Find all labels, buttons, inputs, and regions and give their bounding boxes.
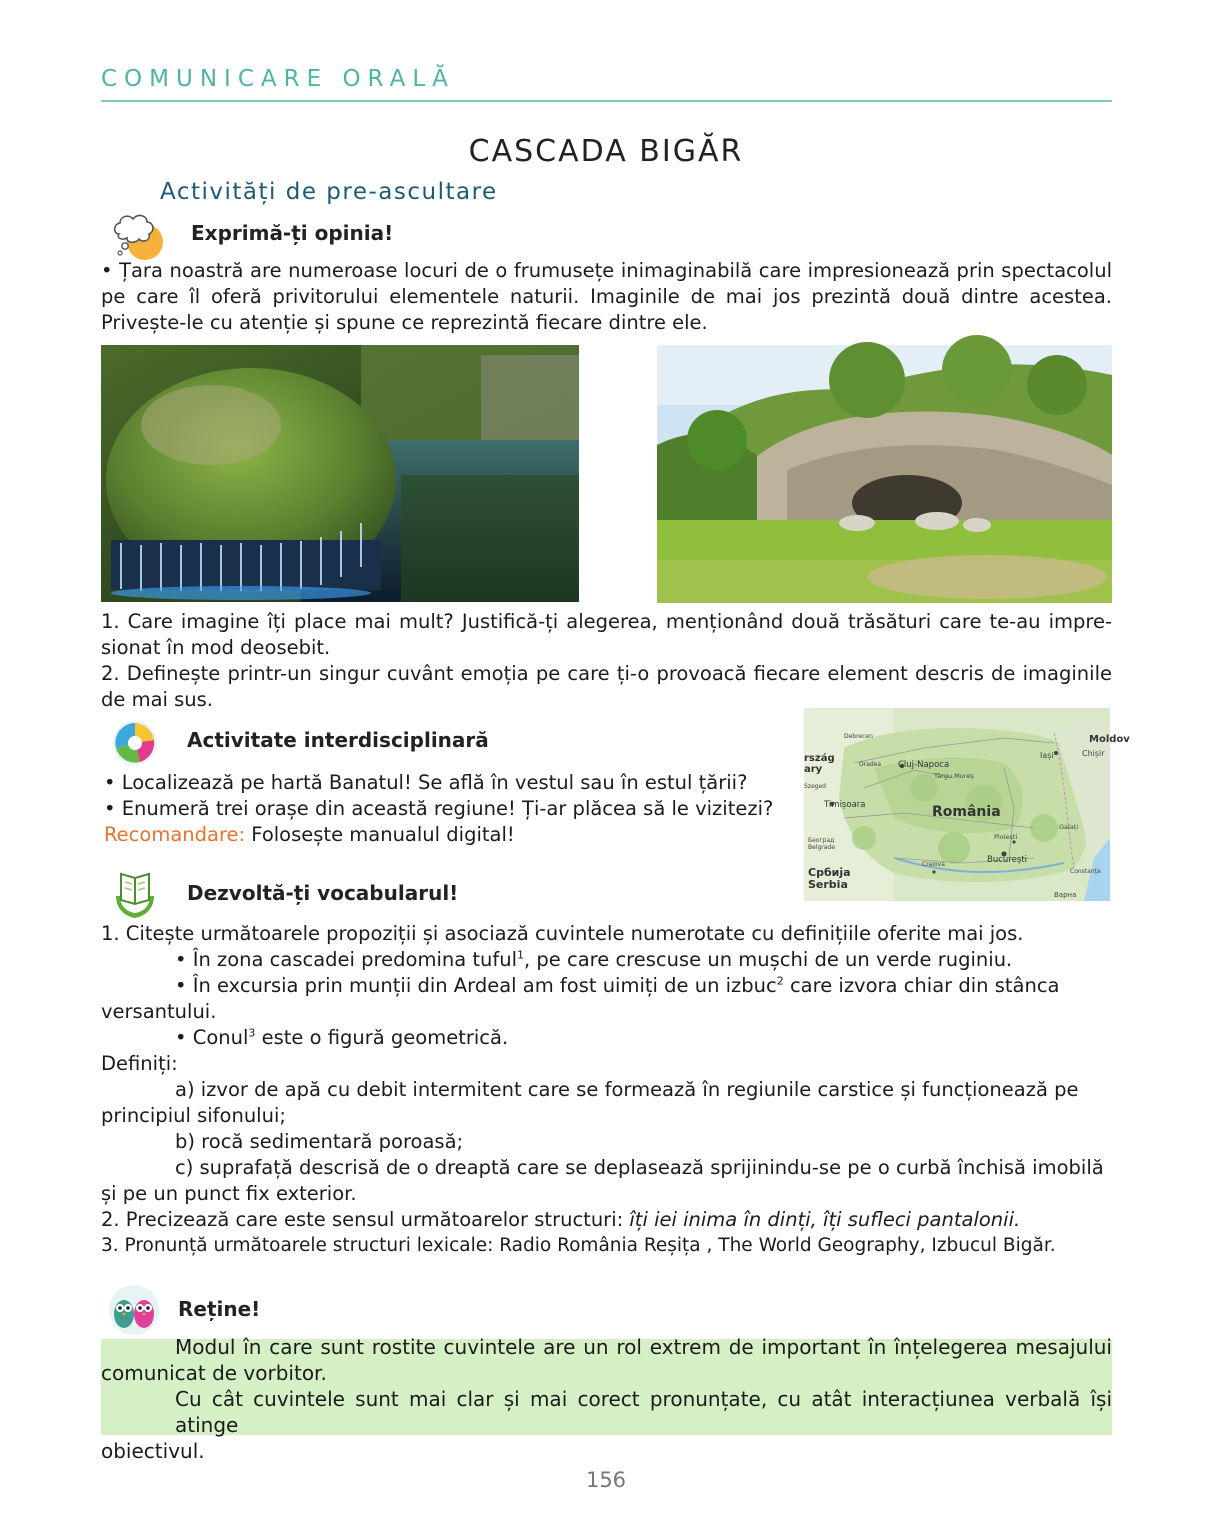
- recommendation-label: Recomandare:: [104, 823, 246, 846]
- s3-text-end: este o figură geometrică.: [255, 1026, 509, 1049]
- note-line: obiectivul.: [101, 1439, 205, 1463]
- map-label-bucuresti: București: [987, 855, 1027, 865]
- map-label-iasi: Iași: [1040, 751, 1054, 760]
- map-label-targu-mures: Târgu Mureș: [934, 772, 974, 780]
- definition-b: b) rocă sedimentară poroasă;: [175, 1130, 464, 1153]
- q2-idioms: îți iei inima în dinți, îți sufleci pantalonii.: [629, 1208, 1021, 1231]
- map-label-chisinau: Chișir: [1082, 749, 1105, 758]
- map-label-galati: Galați: [1059, 823, 1079, 831]
- s2-text: • În excursia prin munții din Ardeal am fost uimiți de un izbuc: [175, 974, 777, 997]
- note-line: Modul în care sunt rostite cuvintele are un rol extrem de important în înțelegerea mesajului: [175, 1335, 1112, 1359]
- intro-line: • Țara noastră are numeroase locuri de o frumusețe inimaginabilă care impresionează prin spectacolul: [101, 259, 1112, 282]
- romania-map: [804, 708, 1130, 901]
- map-label-srbija: Србија: [808, 866, 851, 879]
- thought-bubble-icon: [109, 210, 165, 260]
- recommendation: [104, 822, 804, 848]
- section-label: COMUNICARE ORALĂ: [101, 66, 455, 92]
- question-line: 1. Care imagine îți place mai mult? Justifică-ți alegerea, menționând două trăsături care te-au impre-: [101, 610, 1112, 633]
- definition-c-cont: și pe un punct fix exterior.: [101, 1182, 357, 1205]
- waterfall-photo: [101, 345, 579, 602]
- vocab-sentence-2: [101, 973, 1112, 999]
- map-label-beograd: Београд: [808, 837, 835, 844]
- map-label-hungary-en: ary: [804, 764, 823, 775]
- map-label-timisoara: Timișoara: [824, 800, 866, 810]
- recommendation-text: Folosește manualul digital!: [245, 823, 515, 846]
- vocab-sentence-2-cont: versantului.: [101, 1000, 217, 1023]
- definitions-label: Definiți:: [101, 1052, 178, 1075]
- intro-line: pe care îl oferă privitorului elementele naturii. Imaginile de mai jos prezintă două dintre acestea.: [101, 285, 1112, 308]
- map-label-ploiesti: Ploiești: [994, 833, 1018, 841]
- definition-a-cont: principiul sifonului;: [101, 1104, 286, 1127]
- s1-text-end: , pe care crescuse un mușchi de un verde ruginiu.: [524, 948, 1013, 971]
- opinion-questions: [101, 609, 1112, 713]
- map-label-szeged: Szeged: [804, 783, 826, 790]
- s2-footnote: 2: [776, 974, 784, 988]
- vocabulary-text: [101, 921, 1112, 1259]
- task-title-vocabulary: Dezvoltă-ți vocabularul!: [187, 881, 459, 905]
- intro-line: Privește-le cu atenție și spune ce reprezintă fiecare dintre ele.: [101, 311, 708, 334]
- vocab-intro: 1. Citește următoarele propoziții și asociază cuvintele numerotate cu definițiile oferite mai jos.: [101, 922, 1024, 945]
- map-label-constanta: Constanța: [1070, 868, 1101, 875]
- q2-text: 2. Precizează care este sensul următoarelor structuri:: [101, 1208, 630, 1231]
- note-line: Cu cât cuvintele sunt mai clar și mai corect pronunțate, cu atât interacțiunea verbală își atinge: [175, 1387, 1112, 1437]
- map-label-serbia: Serbia: [808, 878, 848, 891]
- question-line: 2. Definește printr-un singur cuvânt emoția pe care ți-o provoacă fiecare element descris de imaginile: [101, 662, 1112, 685]
- map-label-craiova: Craiova: [922, 861, 945, 868]
- s3-footnote: 3: [248, 1026, 256, 1040]
- s1-text: • În zona cascadei predomina tuful: [175, 948, 518, 971]
- bullet-line: • Enumeră trei orașe din această regiune! Ți-ar plăcea să le vizitezi?: [104, 797, 774, 820]
- section-divider: [101, 100, 1112, 102]
- s2-text-end: care izvora chiar din stânca: [783, 974, 1060, 997]
- question-line: sionat în mod deosebit.: [101, 636, 331, 659]
- s3-text: • Conul: [175, 1026, 249, 1049]
- s1-footnote: 1: [517, 948, 525, 962]
- map-label-debrecen: Debrecen: [844, 733, 873, 740]
- note-line: comunicat de vorbitor.: [101, 1361, 327, 1385]
- note-title: Reține!: [178, 1297, 261, 1321]
- task-title-interdisciplinary: Activitate interdisciplinară: [187, 728, 489, 752]
- vocab-question-2: [101, 1207, 1112, 1233]
- subheading: Activități de pre-ascultare: [160, 179, 498, 205]
- vocab-question-3: 3. Pronunță următoarele structuri lexicale: Radio România Reșița , The World Geography, Izbucul Bigăr.: [101, 1235, 1056, 1256]
- vocab-sentence-1: [101, 947, 1112, 973]
- map-label-cluj: Cluj-Napoca: [898, 760, 950, 770]
- bullet-line: • Localizează pe hartă Banatul! Se află în vestul sau în estul țării?: [104, 771, 748, 794]
- vocab-sentence-3: [101, 1025, 1112, 1051]
- definition-a: a) izvor de apă cu debit intermitent care se formează în regiunile carstice și funcționează pe: [175, 1078, 1079, 1101]
- map-label-hungary: rszág: [804, 753, 835, 764]
- color-wheel-icon: [110, 718, 166, 768]
- interdisciplinary-text: [104, 770, 804, 848]
- map-label-belgrade: Belgrade: [808, 844, 835, 851]
- page-number: 156: [585, 1468, 627, 1492]
- opinion-intro: [101, 258, 1112, 336]
- book-hands-icon: [110, 866, 166, 916]
- task-title-opinion: Exprimă-ți opinia!: [191, 221, 394, 245]
- owls-icon: [108, 1284, 164, 1334]
- question-line: de mai sus.: [101, 688, 214, 711]
- note-text: [101, 1334, 1112, 1464]
- map-label-oradea: Oradea: [859, 761, 882, 768]
- cave-landscape-photo: [657, 345, 1112, 603]
- map-label-romania: România: [932, 804, 1001, 820]
- map-label-moldova: Moldov: [1089, 734, 1130, 745]
- definition-c: c) suprafață descrisă de o dreaptă care se deplasează sprijinindu-se pe o curbă închisă imobilă: [175, 1156, 1104, 1179]
- page-title: CASCADA BIGĂR: [468, 134, 744, 169]
- map-label-varna: Варна: [1054, 891, 1077, 899]
